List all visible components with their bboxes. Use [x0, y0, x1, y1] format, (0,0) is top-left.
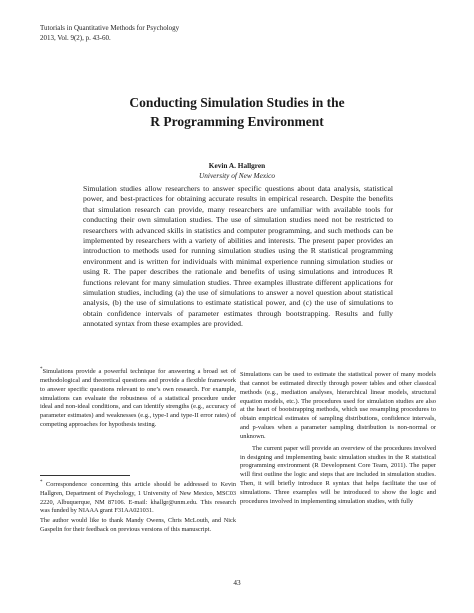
paper-title-line-2: R Programming Environment: [150, 114, 324, 129]
footnote-divider: [40, 475, 130, 476]
body-left-column: [40, 368, 236, 430]
author-block: [0, 161, 474, 181]
paper-title: [0, 93, 474, 131]
body-paragraph: [40, 368, 236, 430]
author-affiliation: University of New Mexico: [199, 171, 275, 180]
running-header: [40, 24, 179, 43]
footnote-correspondence: [40, 481, 236, 516]
page-number: 43: [233, 578, 241, 587]
body-paragraph: The current paper will provide an overview of the procedures involved in designing and implementing basic simulation studies in the R statistical programming environment (R Development Core Team, 2011). The paper will first outline the logic and steps that are included in simulation studies. Then, it will briefly introduce R syntax that helps facilitate the use of simulations. Three examples will be introduced to show the logic and procedures involved in implementing simulation studies, with fully: [240, 444, 436, 505]
footnotes: [40, 481, 236, 535]
journal-citation: 2013, Vol. 9(2), p. 43-60.: [40, 33, 111, 42]
journal-name: Tutorials in Quantitative Methods for Psychology: [40, 24, 180, 32]
body-right-column: [240, 368, 436, 507]
footnote-marker: *: [40, 479, 43, 485]
paper-title-line-1: Conducting Simulation Studies in the: [129, 95, 345, 110]
abstract: Simulation studies allow researchers to answer specific questions about data analysis, statistical power, and best-practices for obtaining accurate results in empirical research. Despite the benefits that simulation research can provide, many researchers are unfamiliar with available tools for conducting their own simulation studies. The use of simulation studies need not be restricted to researchers with advanced skills in statistics and computer programming, and such methods can be implemented by researchers with a variety of abilities and interests. The present paper provides an introduction to methods used for running simulation studies using the R statistical programming environment and is written for individuals with minimal experience running simulation studies or using R. The paper describes the rationale and benefits of using simulations and introduces R functions relevant for many simulation studies. Three examples illustrate different applications for simulation studies, including (a) the use of simulations to answer a novel question about statistical analysis, (b) the use of simulations to estimate statistical power, and (c) the use of simulations to obtain confidence intervals of parameter estimates through bootstrapping. Results and fully annotated syntax from these examples are provided.: [83, 184, 393, 329]
author-name: Kevin A. Hallgren: [208, 161, 266, 170]
body-paragraph: Simulations can be used to estimate the statistical power of many models that cannot be estimated directly through power tables and other classical methods (e.g., mediation analyses, hierarchical linear models, structural equation models, etc.). The procedures used for simulation studies are also at the heart of bootstrapping methods, which use resampling procedures to obtain empirical estimates of sampling distributions, confidence intervals, and p-values when a parameter sampling distribution is non-normal or unknown.: [240, 371, 436, 440]
footnote-correspondence-text: Correspondence concerning this article should be addressed to Kevin Hallgren, Department of Psychology, 1 University of New Mexico, MSC03 2220, Albuquerque, NM 87106. E-mail: khallgr@unm.edu. This research was funded by NIAAA grant F31AA021031.: [40, 481, 236, 515]
left-paragraph-text: Simulations provide a powerful technique for answering a broad set of methodological and theoretical questions and provide a flexible framework to answer specific questions relevant to one’s own research. For example, simulations can evaluate the robustness of a statistical procedure under ideal and non-ideal conditions, and can identify strengths (e.g., accuracy of parameter estimates) and weaknesses (e.g., type-I and type-II error rates) of competing approaches for hypothesis testing.: [40, 368, 236, 429]
footnote-marker: *: [40, 366, 43, 372]
footnote-acknowledgment: The author would like to thank Mandy Owens, Chris McLouth, and Nick Gaspelin for their feedback on previous versions of this manuscript.: [40, 517, 236, 533]
